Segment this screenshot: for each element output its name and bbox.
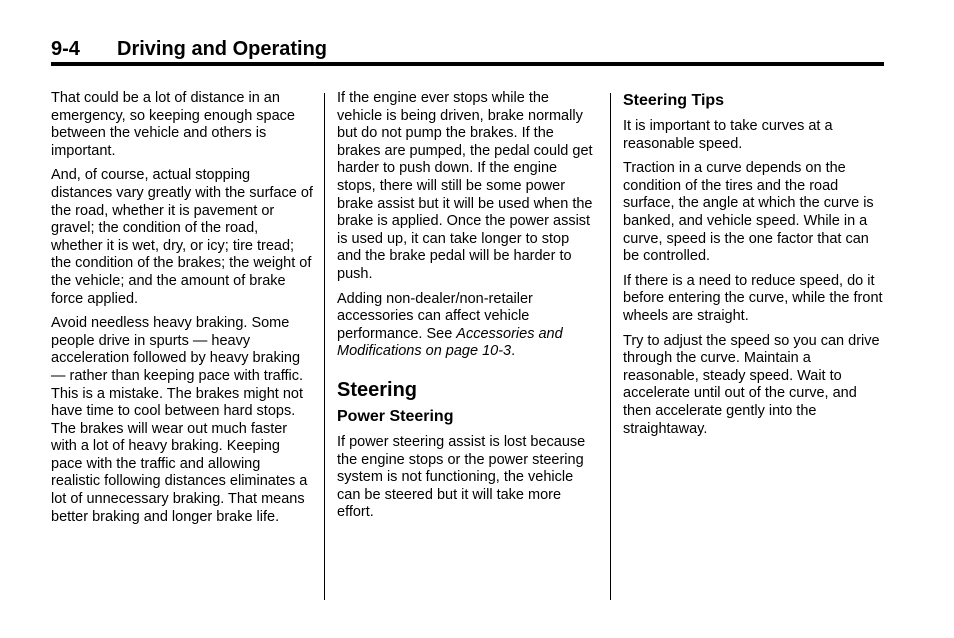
header-rule bbox=[51, 62, 884, 66]
subheading-steering-tips: Steering Tips bbox=[623, 92, 725, 109]
paragraph: Traction in a curve depends on the condition of the tires and the road surface, the angle at which the curve is banked, and vehicle speed. While in a curve, speed is the one factor that can be controlled. bbox=[623, 160, 874, 265]
paragraph: It is important to take curves at a reasonable speed. bbox=[623, 118, 833, 152]
paragraph bbox=[337, 291, 597, 361]
section-title: Driving and Operating bbox=[117, 38, 328, 60]
column-divider bbox=[324, 93, 325, 600]
page-header bbox=[51, 37, 884, 65]
paragraph: If there is a need to reduce speed, do it before entering the curve, while the front wheels are straight. bbox=[623, 272, 883, 324]
section-heading-steering: Steering bbox=[337, 378, 418, 401]
column-divider bbox=[610, 93, 611, 600]
page-number: 9-4 bbox=[51, 38, 80, 60]
cross-reference-link[interactable]: Accessories and Modifications on page 10-3 bbox=[337, 325, 563, 360]
column-2 bbox=[337, 90, 597, 529]
paragraph-end: . bbox=[511, 343, 516, 360]
paragraph: And, of course, actual stopping distances vary greatly with the surface of the road, whether it is pavement or gravel; the condition of the road, whether it is wet, dry, or icy; tire tread; the condition of the brakes; the weight of the vehicle; and the amount of brake force applied. bbox=[51, 167, 313, 307]
column-3 bbox=[623, 90, 885, 445]
column-1 bbox=[51, 90, 313, 533]
paragraph: Avoid needless heavy braking. Some people drive in spurts — heavy acceleration followed by heavy braking — rather than keeping pace with traffic. This is a mistake. The brakes might not have time to cool between hard stops. The brakes will wear out much faster with a lot of heavy braking. Keeping pace with the traffic and allowing realistic following distances eliminates a lot of unnecessary braking. That means better braking and longer brake life. bbox=[51, 315, 308, 525]
paragraph: Try to adjust the speed so you can drive through the curve. Maintain a reasonable, steady speed. Wait to accelerate until out of the curve, and then accelerate gently into the straightaway. bbox=[623, 332, 880, 437]
paragraph: If power steering assist is lost because the engine stops or the power steering system is not functioning, the vehicle can be steered but it will take more effort. bbox=[337, 433, 586, 521]
subheading-power-steering: Power Steering bbox=[337, 407, 454, 425]
paragraph-text: Adding non-dealer/non-retailer accessories can affect vehicle performance. See bbox=[337, 290, 533, 342]
paragraph: That could be a lot of distance in an emergency, so keeping enough space between the vehicle and others is important. bbox=[51, 90, 295, 159]
paragraph: If the engine ever stops while the vehicle is being driven, brake normally but do not pump the brakes. If the brakes are pumped, the pedal could get harder to push down. If the engine stops, there will still be some power brake assist but it will be used when the brake is applied. Once the power assist is used up, it can take longer to stop and the brake pedal will be harder to push. bbox=[337, 90, 593, 282]
